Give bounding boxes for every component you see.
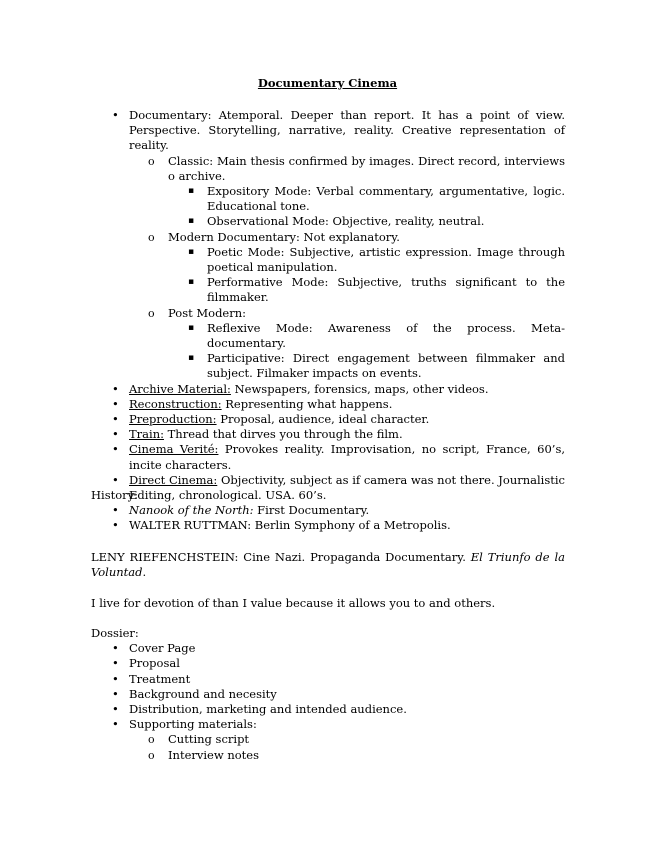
list-item-archive-material — [112, 381, 565, 397]
leny-film-title: El Triunfo de la Voluntad — [91, 550, 565, 580]
list-item-cinema-verite — [112, 442, 566, 472]
list-item-postmodern — [148, 305, 565, 321]
item-text: Participative: Direct engagement between filmmaker and subject. Filmaker impacts on events. — [207, 351, 565, 381]
term-label: Reconstruction: — [129, 396, 222, 411]
bullet-marker: • — [112, 381, 119, 396]
term-label: Train: — [129, 427, 164, 442]
dossier-item — [112, 717, 565, 732]
term-label: Archive Material: — [129, 381, 231, 396]
history-item-ruttman — [112, 518, 565, 533]
bullet-marker: • — [112, 503, 119, 518]
square-marker: ▪ — [188, 322, 195, 333]
history-item-nanook — [112, 503, 565, 518]
page-title: Documentary Cinema — [257, 76, 398, 90]
dossier-item — [112, 671, 565, 687]
item-text: First Documentary. — [253, 503, 370, 518]
dossier-label: Dossier: — [91, 626, 139, 640]
item-text: Classic: Main thesis confirmed by images. Direct record, interviews o archive. — [168, 153, 565, 183]
term-text: Provokes reality. Improvisation, no script, France, 60’s, incite characters. — [129, 442, 566, 472]
dossier-sub-item — [148, 747, 565, 763]
list-item-modern — [148, 229, 565, 245]
leny-text — [91, 550, 565, 580]
item-text: Treatment — [129, 671, 191, 686]
dossier-sub-item — [148, 732, 565, 747]
item-text: Modern Documentary: Not explanatory. — [168, 229, 400, 244]
bullet-marker: • — [112, 427, 119, 442]
history-section — [0, 488, 655, 534]
item-text: Performative Mode: Subjective, truths significant to the filmmaker. — [207, 275, 565, 305]
list-item-preproduction — [112, 412, 565, 427]
bullet-marker: • — [112, 472, 119, 487]
dossier-section — [0, 626, 655, 763]
circle-marker: o — [148, 733, 155, 747]
list-item-documentary — [112, 108, 565, 154]
item-text: Documentary: Atemporal. Deeper than report. It has a point of view. Perspective. Storytelling, narrative, reality. Creative representation of reality. — [129, 108, 565, 153]
term-text: Representing what happens. — [221, 396, 393, 411]
bullet-marker: • — [112, 412, 119, 427]
square-marker: ▪ — [188, 246, 195, 257]
square-marker: ▪ — [188, 216, 195, 227]
list-item-participative — [188, 351, 565, 381]
item-text: Supporting materials: — [129, 717, 257, 732]
film-title: Nanook of the North: — [129, 503, 254, 518]
item-text: Expository Mode: Verbal commentary, argumentative, logic. Educational tone. — [207, 184, 565, 214]
dossier-item — [112, 686, 565, 702]
history-label: History: — [91, 488, 139, 502]
bullet-marker: • — [112, 702, 119, 717]
bullet-marker: • — [112, 641, 119, 656]
bullet-marker: • — [112, 518, 119, 533]
list-item-poetic — [188, 244, 565, 275]
list-item-train — [112, 427, 565, 442]
dossier-item — [112, 641, 565, 656]
square-marker: ▪ — [188, 186, 195, 197]
term-label: Direct Cinema: — [129, 472, 218, 487]
term-text: Newspapers, forensics, maps, other videos. — [230, 381, 489, 396]
term-text: Objectivity, subject as if camera was not there. Journalistic Editing, chronological. USA. 60’s. — [129, 472, 565, 503]
bullet-marker: • — [112, 108, 119, 122]
item-text: Cover Page — [129, 641, 196, 656]
dossier-item — [112, 656, 565, 671]
square-marker: ▪ — [188, 353, 195, 364]
square-marker: ▪ — [188, 277, 195, 288]
bullet-marker: • — [112, 671, 119, 686]
item-text: Reflexive Mode: Awareness of the process. Meta-documentary. — [207, 320, 565, 351]
list-item-expository — [188, 184, 565, 214]
leny-paragraph — [0, 550, 655, 580]
leny-main: LENY RIEFENCHSTEIN: Cine Nazi. Propaganda Documentary. — [91, 550, 471, 564]
bullet-marker: • — [112, 656, 119, 671]
bullet-marker: • — [112, 442, 119, 457]
item-text: Distribution, marketing and intended audience. — [129, 702, 407, 717]
leny-end: . — [142, 565, 147, 580]
bullet-marker: • — [112, 686, 119, 701]
list-item-observational — [188, 214, 565, 229]
item-text: Background and necesity — [129, 686, 277, 701]
item-text: Post Modern: — [168, 305, 247, 320]
list-item-reflexive — [188, 320, 565, 351]
bullet-marker: • — [112, 396, 119, 411]
circle-marker: o — [148, 230, 155, 244]
item-text: Cutting script — [168, 732, 250, 747]
main-outline — [0, 108, 655, 503]
devotion-text: I live for devotion of than I value because it allows you to and others. — [91, 596, 496, 610]
dossier-item — [112, 702, 565, 717]
item-text: Poetic Mode: Subjective, artistic expression. Image through poetical manipulation. — [207, 244, 565, 275]
term-label: Preproduction: — [129, 412, 217, 427]
item-text: WALTER RUTTMAN: Berlin Symphony of a Metropolis. — [129, 518, 451, 533]
devotion-paragraph — [0, 596, 655, 611]
item-text: Observational Mode: Objective, reality, neutral. — [207, 214, 485, 229]
term-text: Proposal, audience, ideal character. — [216, 412, 430, 427]
circle-marker: o — [148, 748, 155, 762]
list-item-performative — [188, 275, 565, 305]
item-text: Interview notes — [168, 747, 260, 762]
bullet-marker: • — [112, 717, 119, 732]
circle-marker: o — [148, 154, 155, 168]
term-label: Cinema Verité: — [129, 442, 219, 457]
list-item-reconstruction — [112, 396, 565, 412]
list-item-classic — [148, 153, 565, 184]
term-text: Thread that dirves you through the film. — [163, 427, 403, 442]
item-text: Proposal — [129, 656, 180, 671]
circle-marker: o — [148, 306, 155, 320]
